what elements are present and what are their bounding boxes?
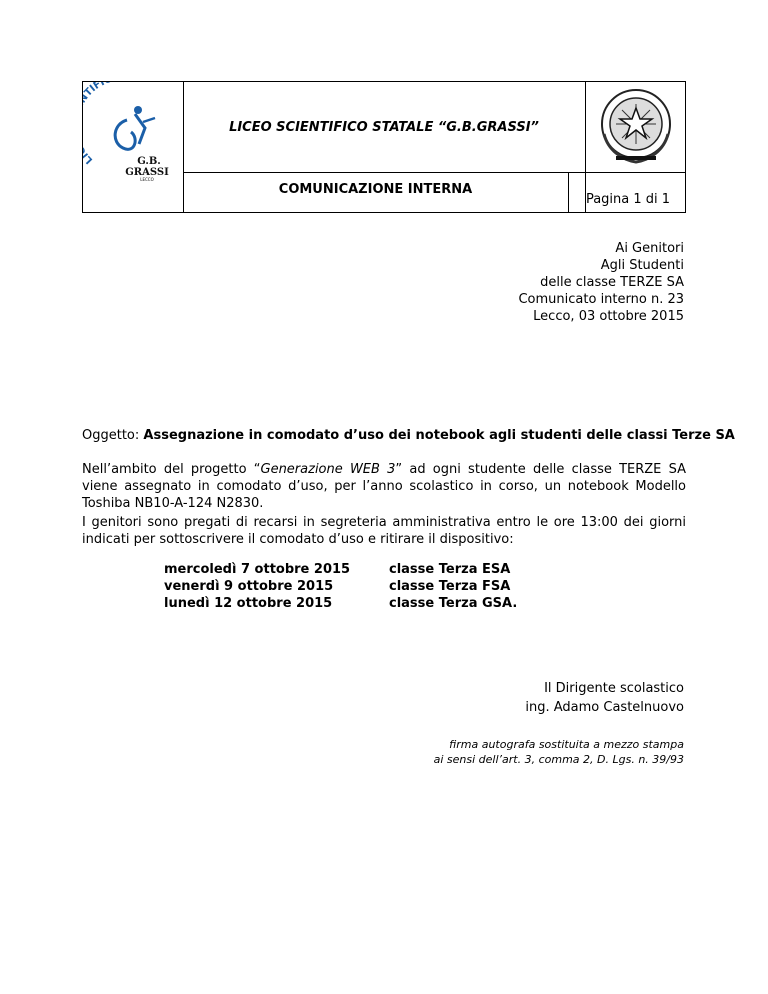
recipients-block (518, 240, 684, 325)
schedule-date: venerdì 9 ottobre 2015 (164, 579, 334, 594)
schedule-classes (389, 561, 517, 612)
divider (183, 172, 685, 173)
schedule-date: mercoledì 7 ottobre 2015 (164, 562, 351, 577)
italian-republic-emblem (586, 82, 686, 172)
paragraph-project (82, 461, 686, 512)
signature-block (525, 679, 684, 717)
logo-arc-text: L TIFI (83, 82, 107, 166)
schedule-date: lunedì 12 ottobre 2015 (164, 596, 333, 611)
page-indicator: Pagina 1 di 1 (585, 192, 671, 207)
schedule-class: classe Terza ESA (389, 562, 511, 577)
schedule-class: classe Terza GSA. (389, 596, 518, 611)
subject-text: Assegnazione in comodato d’uso dei notebook agli studenti delle classi Terze SA (143, 428, 735, 443)
logo-name-line1: G.B. (137, 156, 161, 167)
school-name: LICEO SCIENTIFICO STATALE “G.B.GRASSI” (229, 120, 539, 135)
paragraph-text: Nell’ambito del progetto “ (82, 462, 261, 477)
paragraph-text: ” ad ogni studente delle classe TERZE SA viene assegnato in comodato d’uso, per l’anno scolastico in corso, un notebook Modello Toshiba NB10-A-124 N2830. (82, 462, 686, 511)
svg-text:LICEO SCIENTIFICO (83, 82, 121, 166)
logo-city: LECCO (140, 177, 154, 182)
schedule-class: classe Terza FSA (389, 579, 511, 594)
signature-note-line: ai sensi dell’art. 3, comma 2, D. Lgs. n. 39/93 (433, 753, 684, 766)
signature-note (434, 737, 684, 767)
recipient-line: Ai Genitori (615, 241, 684, 256)
school-logo (83, 82, 183, 182)
signature-note-line: firma autografa sostituita a mezzo stampa (449, 738, 684, 751)
communication-type: COMUNICAZIONE INTERNA (278, 182, 473, 197)
subject-label: Oggetto: (82, 428, 144, 443)
project-name: Generazione WEB 3 (260, 462, 396, 477)
signatory-name: ing. Adamo Castelnuovo (525, 700, 684, 715)
memo-number: Comunicato interno n. 23 (518, 292, 684, 307)
signatory-role: Il Dirigente scolastico (544, 681, 684, 696)
logo-name-line2: GRASSI (125, 167, 169, 178)
subject-line (82, 428, 735, 443)
header-table (82, 81, 686, 213)
paragraph-instructions: I genitori sono pregati di recarsi in segreteria amministrativa entro le ore 13:00 dei giorni indicati per sottoscrivere il comodato d’uso e ritirare il dispositivo: (82, 515, 686, 547)
recipient-line: delle classe TERZE SA (540, 275, 684, 290)
memo-date: Lecco, 03 ottobre 2015 (533, 309, 684, 324)
recipient-line: Agli Studenti (600, 258, 684, 273)
schedule-dates (164, 561, 350, 612)
